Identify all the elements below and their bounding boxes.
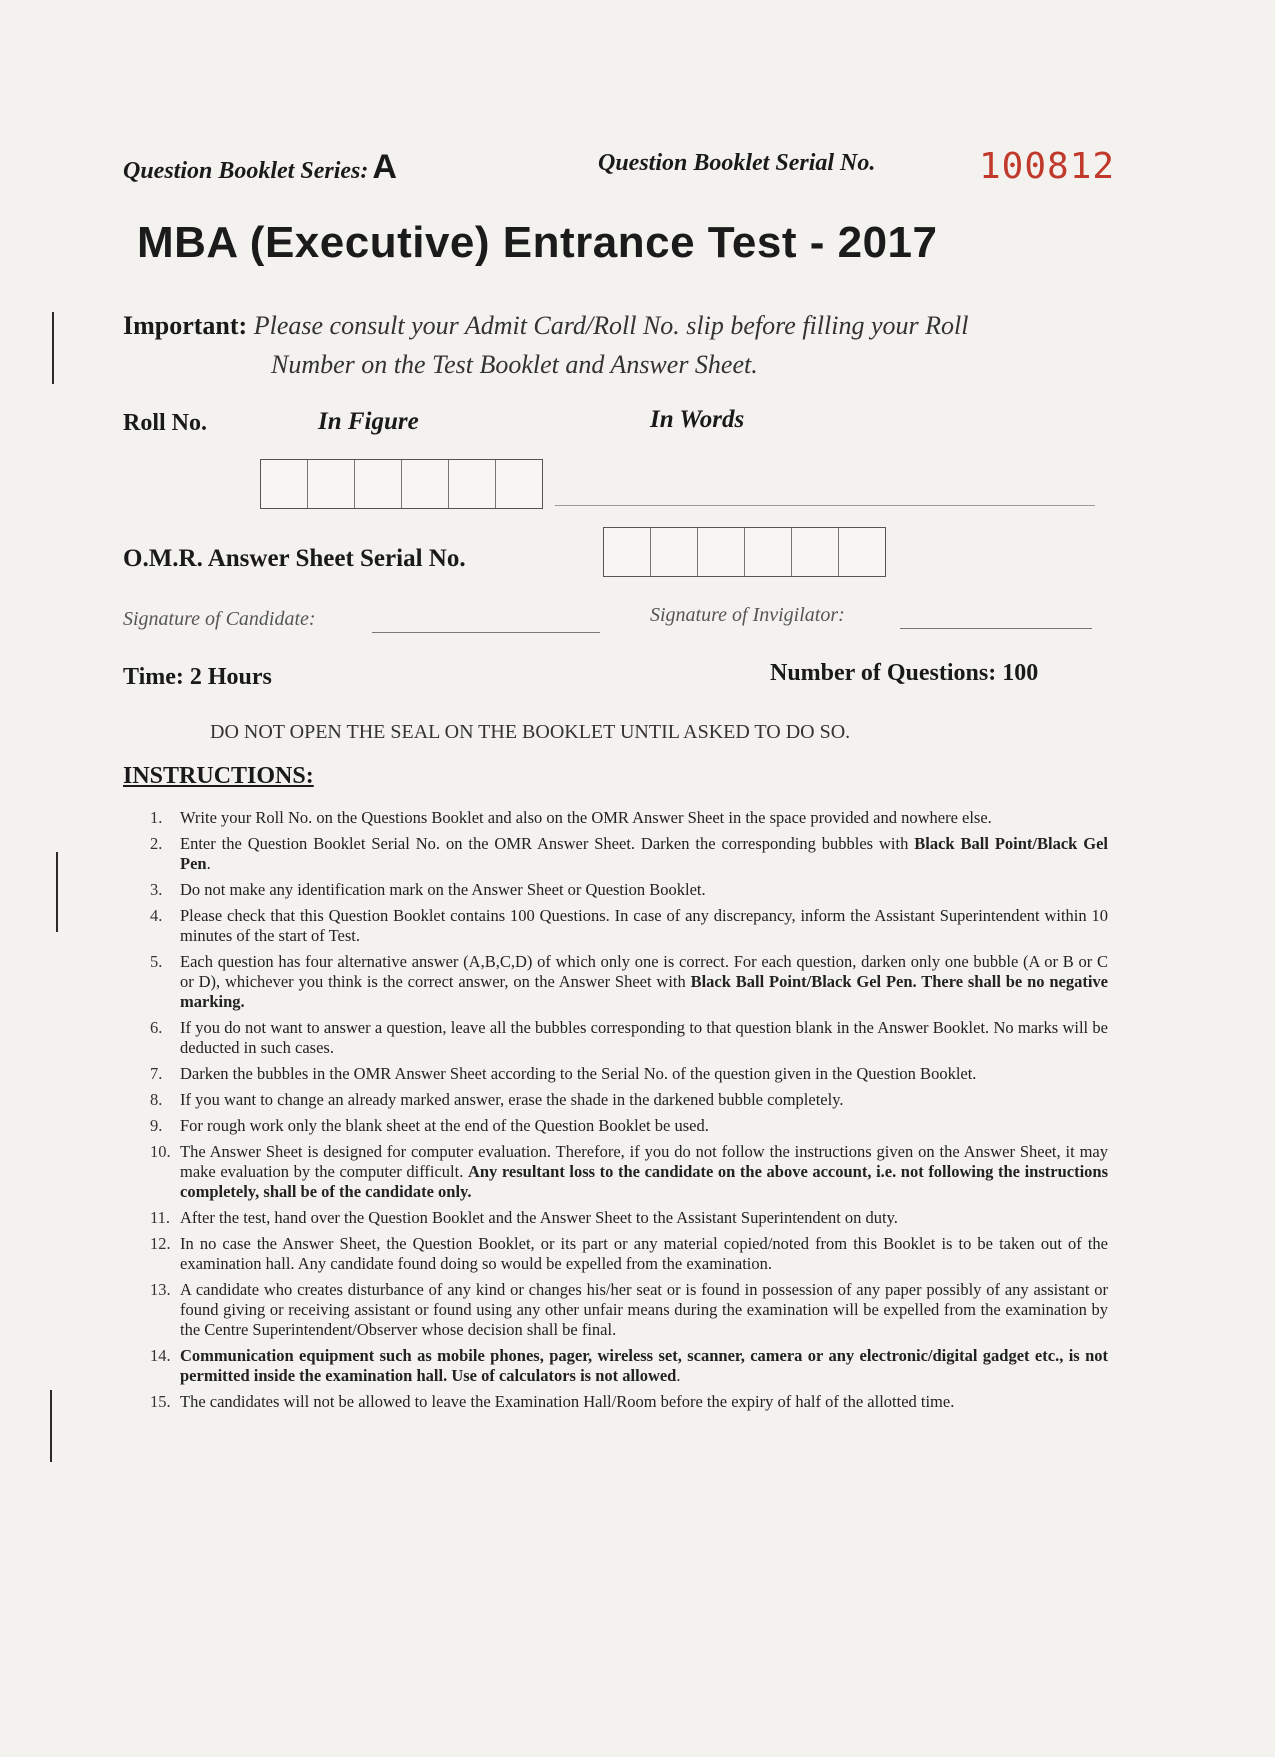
omr-digit-box[interactable] — [698, 528, 745, 576]
instruction-item — [150, 1234, 1108, 1274]
instruction-text — [180, 1234, 1108, 1274]
invigilator-signature-label: Signature of Invigilator: — [650, 604, 845, 626]
seal-notice: DO NOT OPEN THE SEAL ON THE BOOKLET UNTIL ASKED TO DO SO. — [210, 721, 851, 743]
roll-no-label: Roll No. — [123, 410, 207, 436]
instruction-item — [150, 1208, 1108, 1228]
instruction-text — [180, 1018, 1108, 1058]
instruction-text-part: Please check that this Question Booklet contains 100 Questions. In case of any discrepancy, inform the Assistant Superintendent within 10 minutes of the start of Test. — [180, 906, 1108, 945]
instruction-number: 6. — [150, 1018, 163, 1037]
instruction-number: 14. — [150, 1346, 171, 1365]
important-label: Important: — [123, 311, 248, 340]
roll-digit-box[interactable] — [402, 460, 449, 508]
instruction-number: 8. — [150, 1090, 163, 1109]
instruction-number: 4. — [150, 906, 163, 925]
important-line-1: Please consult your Admit Card/Roll No. slip before filling your Roll — [253, 311, 969, 340]
instruction-text — [180, 834, 1108, 874]
invigilator-signature-line[interactable] — [900, 628, 1092, 629]
instruction-number: 9. — [150, 1116, 163, 1135]
instruction-text — [180, 1392, 1108, 1412]
instruction-text-part: If you want to change an already marked answer, erase the shade in the darkened bubble completely. — [180, 1090, 844, 1109]
instruction-text — [180, 1280, 1108, 1340]
in-words-label: In Words — [650, 406, 745, 433]
instruction-text — [180, 1346, 1108, 1386]
roll-digit-box[interactable] — [496, 460, 542, 508]
instruction-text — [180, 880, 1108, 900]
instruction-number: 5. — [150, 952, 163, 971]
important-line-2: Number on the Test Booklet and Answer Sheet. — [271, 350, 758, 379]
instruction-text-bold: Black Ball Point/Black Gel Pen — [180, 834, 1108, 873]
instruction-text — [180, 1064, 1108, 1084]
instruction-text — [180, 906, 1108, 946]
instruction-text-part: If you do not want to answer a question, leave all the bubbles corresponding to that question blank in the Answer Booklet. No marks will be deducted in such cases. — [180, 1018, 1108, 1057]
instruction-item — [150, 1142, 1108, 1202]
instruction-item — [150, 1392, 1108, 1412]
roll-digit-box[interactable] — [308, 460, 355, 508]
instruction-item — [150, 906, 1108, 946]
instruction-text-part: A candidate who creates disturbance of any kind or changes his/her seat or is found in possession of any paper possibly of any assistant or found giving or receiving assistant or found using any other unfair means during the examination will be expelled from the examination by the Centre Superintendent/Observer whose decision shall be final. — [180, 1280, 1108, 1339]
instruction-text — [180, 1090, 1108, 1110]
time-allowed: Time: 2 Hours — [123, 664, 272, 690]
instruction-text-part: Darken the bubbles in the OMR Answer Sheet according to the Serial No. of the question given in the Question Booklet. — [180, 1064, 977, 1083]
scan-mark — [52, 312, 54, 384]
instruction-number: 3. — [150, 880, 163, 899]
instruction-number: 11. — [150, 1208, 171, 1227]
instruction-text-part: Enter the Question Booklet Serial No. on the OMR Answer Sheet. Darken the corresponding bubbles with — [180, 834, 915, 853]
scan-mark — [50, 1390, 52, 1462]
instruction-item — [150, 880, 1108, 900]
roll-digit-box[interactable] — [355, 460, 402, 508]
omr-digit-box[interactable] — [792, 528, 839, 576]
instructions-list — [150, 808, 1108, 1418]
roll-no-words-line[interactable] — [555, 505, 1095, 506]
instruction-item — [150, 1280, 1108, 1340]
booklet-serial-number: 100812 — [979, 146, 1116, 187]
roll-digit-box[interactable] — [449, 460, 496, 508]
instruction-text-part: . — [676, 1366, 681, 1385]
in-figure-label: In Figure — [318, 408, 419, 435]
instruction-text-bold: Black Ball Point/Black Gel Pen. There shall be no negative marking. — [180, 972, 1108, 1011]
instruction-number: 12. — [150, 1234, 171, 1253]
instruction-number: 7. — [150, 1064, 163, 1083]
booklet-series — [123, 148, 397, 187]
instruction-text — [180, 1142, 1108, 1202]
important-notice — [123, 306, 1123, 384]
number-of-questions: Number of Questions: 100 — [770, 660, 1039, 686]
instructions-heading: INSTRUCTIONS: — [123, 763, 314, 789]
roll-no-figure-boxes[interactable] — [260, 459, 543, 509]
instruction-item — [150, 1018, 1108, 1058]
instruction-number: 13. — [150, 1280, 171, 1299]
omr-serial-label: O.M.R. Answer Sheet Serial No. — [123, 545, 466, 572]
instruction-item — [150, 808, 1108, 828]
instruction-text — [180, 808, 1108, 828]
instruction-number: 10. — [150, 1142, 171, 1161]
roll-digit-box[interactable] — [261, 460, 308, 508]
instruction-text-part: In no case the Answer Sheet, the Question Booklet, or its part or any material copied/noted from this Booklet is to be taken out of the examination hall. Any candidate found doing so would be expelled from the examination. — [180, 1234, 1108, 1273]
instruction-number: 15. — [150, 1392, 171, 1411]
instruction-text-bold: Any resultant loss to the candidate on the above account, i.e. not following the instructions completely, shall be of the candidate only. — [180, 1162, 1109, 1201]
instruction-text-part: Do not make any identification mark on the Answer Sheet or Question Booklet. — [180, 880, 706, 899]
instruction-text — [180, 1208, 1108, 1228]
booklet-series-label: Question Booklet Series: — [123, 158, 369, 184]
omr-digit-box[interactable] — [604, 528, 651, 576]
instruction-number: 1. — [150, 808, 163, 827]
omr-digit-box[interactable] — [651, 528, 698, 576]
instruction-text-part: After the test, hand over the Question Booklet and the Answer Sheet to the Assistant Superintendent on duty. — [180, 1208, 898, 1227]
instruction-item — [150, 952, 1108, 1012]
instruction-text-part: Each question has four alternative answer (A,B,C,D) of which only one is correct. For each question, darken only one bubble (A or B or C or D), whichever you think is the correct answer, on the Answer Sheet with — [180, 952, 1108, 991]
omr-digit-box[interactable] — [839, 528, 885, 576]
instruction-text-part: The candidates will not be allowed to leave the Examination Hall/Room before the expiry of half of the allotted time. — [180, 1392, 955, 1411]
instruction-text-part: The Answer Sheet is designed for computer evaluation. Therefore, if you do not follow the instructions given on the Answer Sheet, it may make evaluation by the computer difficult. — [180, 1142, 1108, 1181]
page-title: MBA (Executive) Entrance Test - 2017 — [137, 218, 938, 267]
instruction-text-part: For rough work only the blank sheet at the end of the Question Booklet be used. — [180, 1116, 709, 1135]
instruction-item — [150, 1090, 1108, 1110]
instruction-text — [180, 1116, 1108, 1136]
booklet-serial-label: Question Booklet Serial No. — [598, 150, 876, 176]
candidate-signature-label: Signature of Candidate: — [123, 608, 316, 630]
instruction-text-part: . — [206, 854, 211, 873]
scan-mark — [56, 852, 58, 932]
omr-digit-box[interactable] — [745, 528, 792, 576]
instruction-text-bold: Communication equipment such as mobile phones, pager, wireless set, scanner, camera or any electronic/digital gadget etc., is not permitted inside the examination hall. Use of calculators is not allowed — [180, 1346, 1108, 1385]
instruction-text-part: Write your Roll No. on the Questions Booklet and also on the OMR Answer Sheet in the space provided and nowhere else. — [180, 808, 992, 827]
instruction-item — [150, 1346, 1108, 1386]
omr-serial-boxes[interactable] — [603, 527, 886, 577]
booklet-series-value: A — [372, 148, 397, 186]
instruction-text — [180, 952, 1108, 1012]
instruction-item — [150, 834, 1108, 874]
instruction-number: 2. — [150, 834, 163, 853]
instruction-item — [150, 1064, 1108, 1084]
instruction-item — [150, 1116, 1108, 1136]
candidate-signature-line[interactable] — [372, 632, 600, 633]
